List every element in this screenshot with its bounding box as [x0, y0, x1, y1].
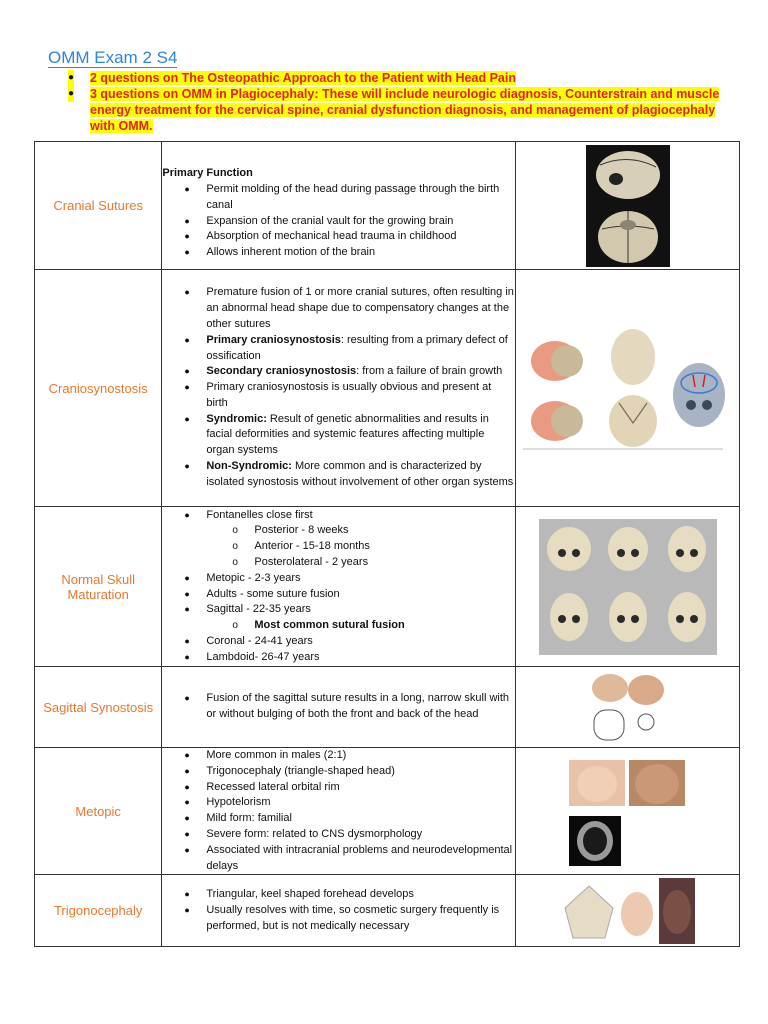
- sagittal-synostosis-image: [588, 670, 668, 744]
- skull-suture-diagram-image: [586, 145, 670, 267]
- row-desc-cranial-sutures: [162, 142, 516, 270]
- list-item: ● Sagittal - 22-35 years o Most common sutural fusion: [184, 602, 515, 634]
- sub-list-item: o Anterior - 15-18 months: [232, 539, 515, 555]
- list-item: ● Secondary craniosynostosis: from a failure of brain growth: [184, 364, 515, 380]
- sub-list-item: o Posterolateral - 2 years: [232, 555, 515, 571]
- row-label-sagittal-synostosis: Sagittal Synostosis: [35, 667, 162, 748]
- list-item: ● Trigonocephaly (triangle-shaped head): [184, 764, 515, 780]
- row-label-cranial-sutures: Cranial Sutures: [35, 142, 162, 270]
- list-item: ● Permit molding of the head during passage through the birth canal: [184, 182, 515, 214]
- image-cell: [516, 667, 740, 748]
- list-item: ● Usually resolves with time, so cosmetic surgery frequently is performed, but is not medically necessary: [184, 903, 515, 935]
- list-item: ● Fusion of the sagittal suture results in a long, narrow skull with or without bulging of both the front and back of the head: [184, 691, 515, 723]
- highlight-item: ● 3 questions on OMM in Plagiocephaly: These will include neurologic diagnosis, Counterstrain and muscle energy treatment for the cervical spine, cranial dysfunction diagnosis, and management of plagiocephaly with OMM.: [64, 86, 722, 134]
- table-row: [35, 142, 740, 270]
- list-item: ● Syndromic: Result of genetic abnormalities and results in facial deformities and systemic features affecting multiple organ systems: [184, 412, 515, 459]
- skull-maturation-series-image: [539, 519, 717, 655]
- summary-table: [34, 141, 740, 947]
- metopic-images: [569, 754, 687, 868]
- row-label-craniosynostosis: Craniosynostosis: [35, 270, 162, 507]
- table-row: [35, 875, 740, 947]
- list-item: ● Hypotelorism: [184, 795, 515, 811]
- craniosynostosis-diagram-image: [523, 325, 733, 451]
- list-item: ● Premature fusion of 1 or more cranial sutures, often resulting in an abnormal head shape due to compensatory changes at the other sutures: [184, 285, 515, 332]
- list-item: ● Recessed lateral orbital rim: [184, 780, 515, 796]
- list-item: ● Lambdoid- 26-47 years: [184, 650, 515, 666]
- sub-list-item: o Posterior - 8 weeks: [232, 523, 515, 539]
- table-row: [35, 270, 740, 507]
- primary-function-heading: Primary Function: [162, 167, 253, 180]
- list-item: ● Expansion of the cranial vault for the growing brain: [184, 214, 515, 230]
- table-row: [35, 667, 740, 748]
- highlight-list: [64, 70, 722, 134]
- image-cell: [516, 875, 740, 947]
- list-item: ● Associated with intracranial problems and neurodevelopmental delays: [184, 843, 515, 875]
- sub-list-item: o Most common sutural fusion: [232, 618, 515, 634]
- list-item: ● Metopic - 2-3 years: [184, 571, 515, 587]
- image-cell: [516, 142, 740, 270]
- list-item: ● Triangular, keel shaped forehead develops: [184, 887, 515, 903]
- row-desc-trigonocephaly: [162, 875, 516, 947]
- list-item: ● Severe form: related to CNS dysmorphology: [184, 827, 515, 843]
- table-row: [35, 748, 740, 875]
- list-item: ● Mild form: familial: [184, 811, 515, 827]
- row-label-metopic: Metopic: [35, 748, 162, 875]
- image-cell: [516, 270, 740, 507]
- trigonocephaly-images: [559, 878, 697, 944]
- row-desc-sagittal-synostosis: [162, 667, 516, 748]
- list-item: ● Non-Syndromic: More common and is characterized by isolated synostosis without involvement of other organ systems: [184, 459, 515, 491]
- row-label-normal-skull-maturation: Normal Skull Maturation: [35, 507, 162, 667]
- row-desc-metopic: [162, 748, 516, 875]
- list-item: ● Adults - some suture fusion: [184, 587, 515, 603]
- highlight-item: ● 2 questions on The Osteopathic Approach to the Patient with Head Pain: [64, 70, 722, 86]
- list-item: ● Coronal - 24-41 years: [184, 634, 515, 650]
- list-item: ● More common in males (2:1): [184, 748, 515, 764]
- list-item: ● Primary craniosynostosis is usually obvious and present at birth: [184, 380, 515, 412]
- row-desc-normal-skull-maturation: [162, 507, 516, 667]
- table-row: [35, 507, 740, 667]
- page-title: OMM Exam 2 S4: [48, 48, 178, 67]
- row-label-trigonocephaly: Trigonocephaly: [35, 875, 162, 947]
- list-item: ● Allows inherent motion of the brain: [184, 245, 515, 261]
- image-cell: [516, 748, 740, 875]
- list-item: ● Absorption of mechanical head trauma in childhood: [184, 229, 515, 245]
- image-cell: [516, 507, 740, 667]
- list-item: ● Fontanelles close first o Posterior - 8 weeks o Anterior - 15-18 months o Posterolateral - 2 years: [184, 508, 515, 571]
- list-item: ● Primary craniosynostosis: resulting from a primary defect of ossification: [184, 333, 515, 365]
- row-desc-craniosynostosis: [162, 270, 516, 507]
